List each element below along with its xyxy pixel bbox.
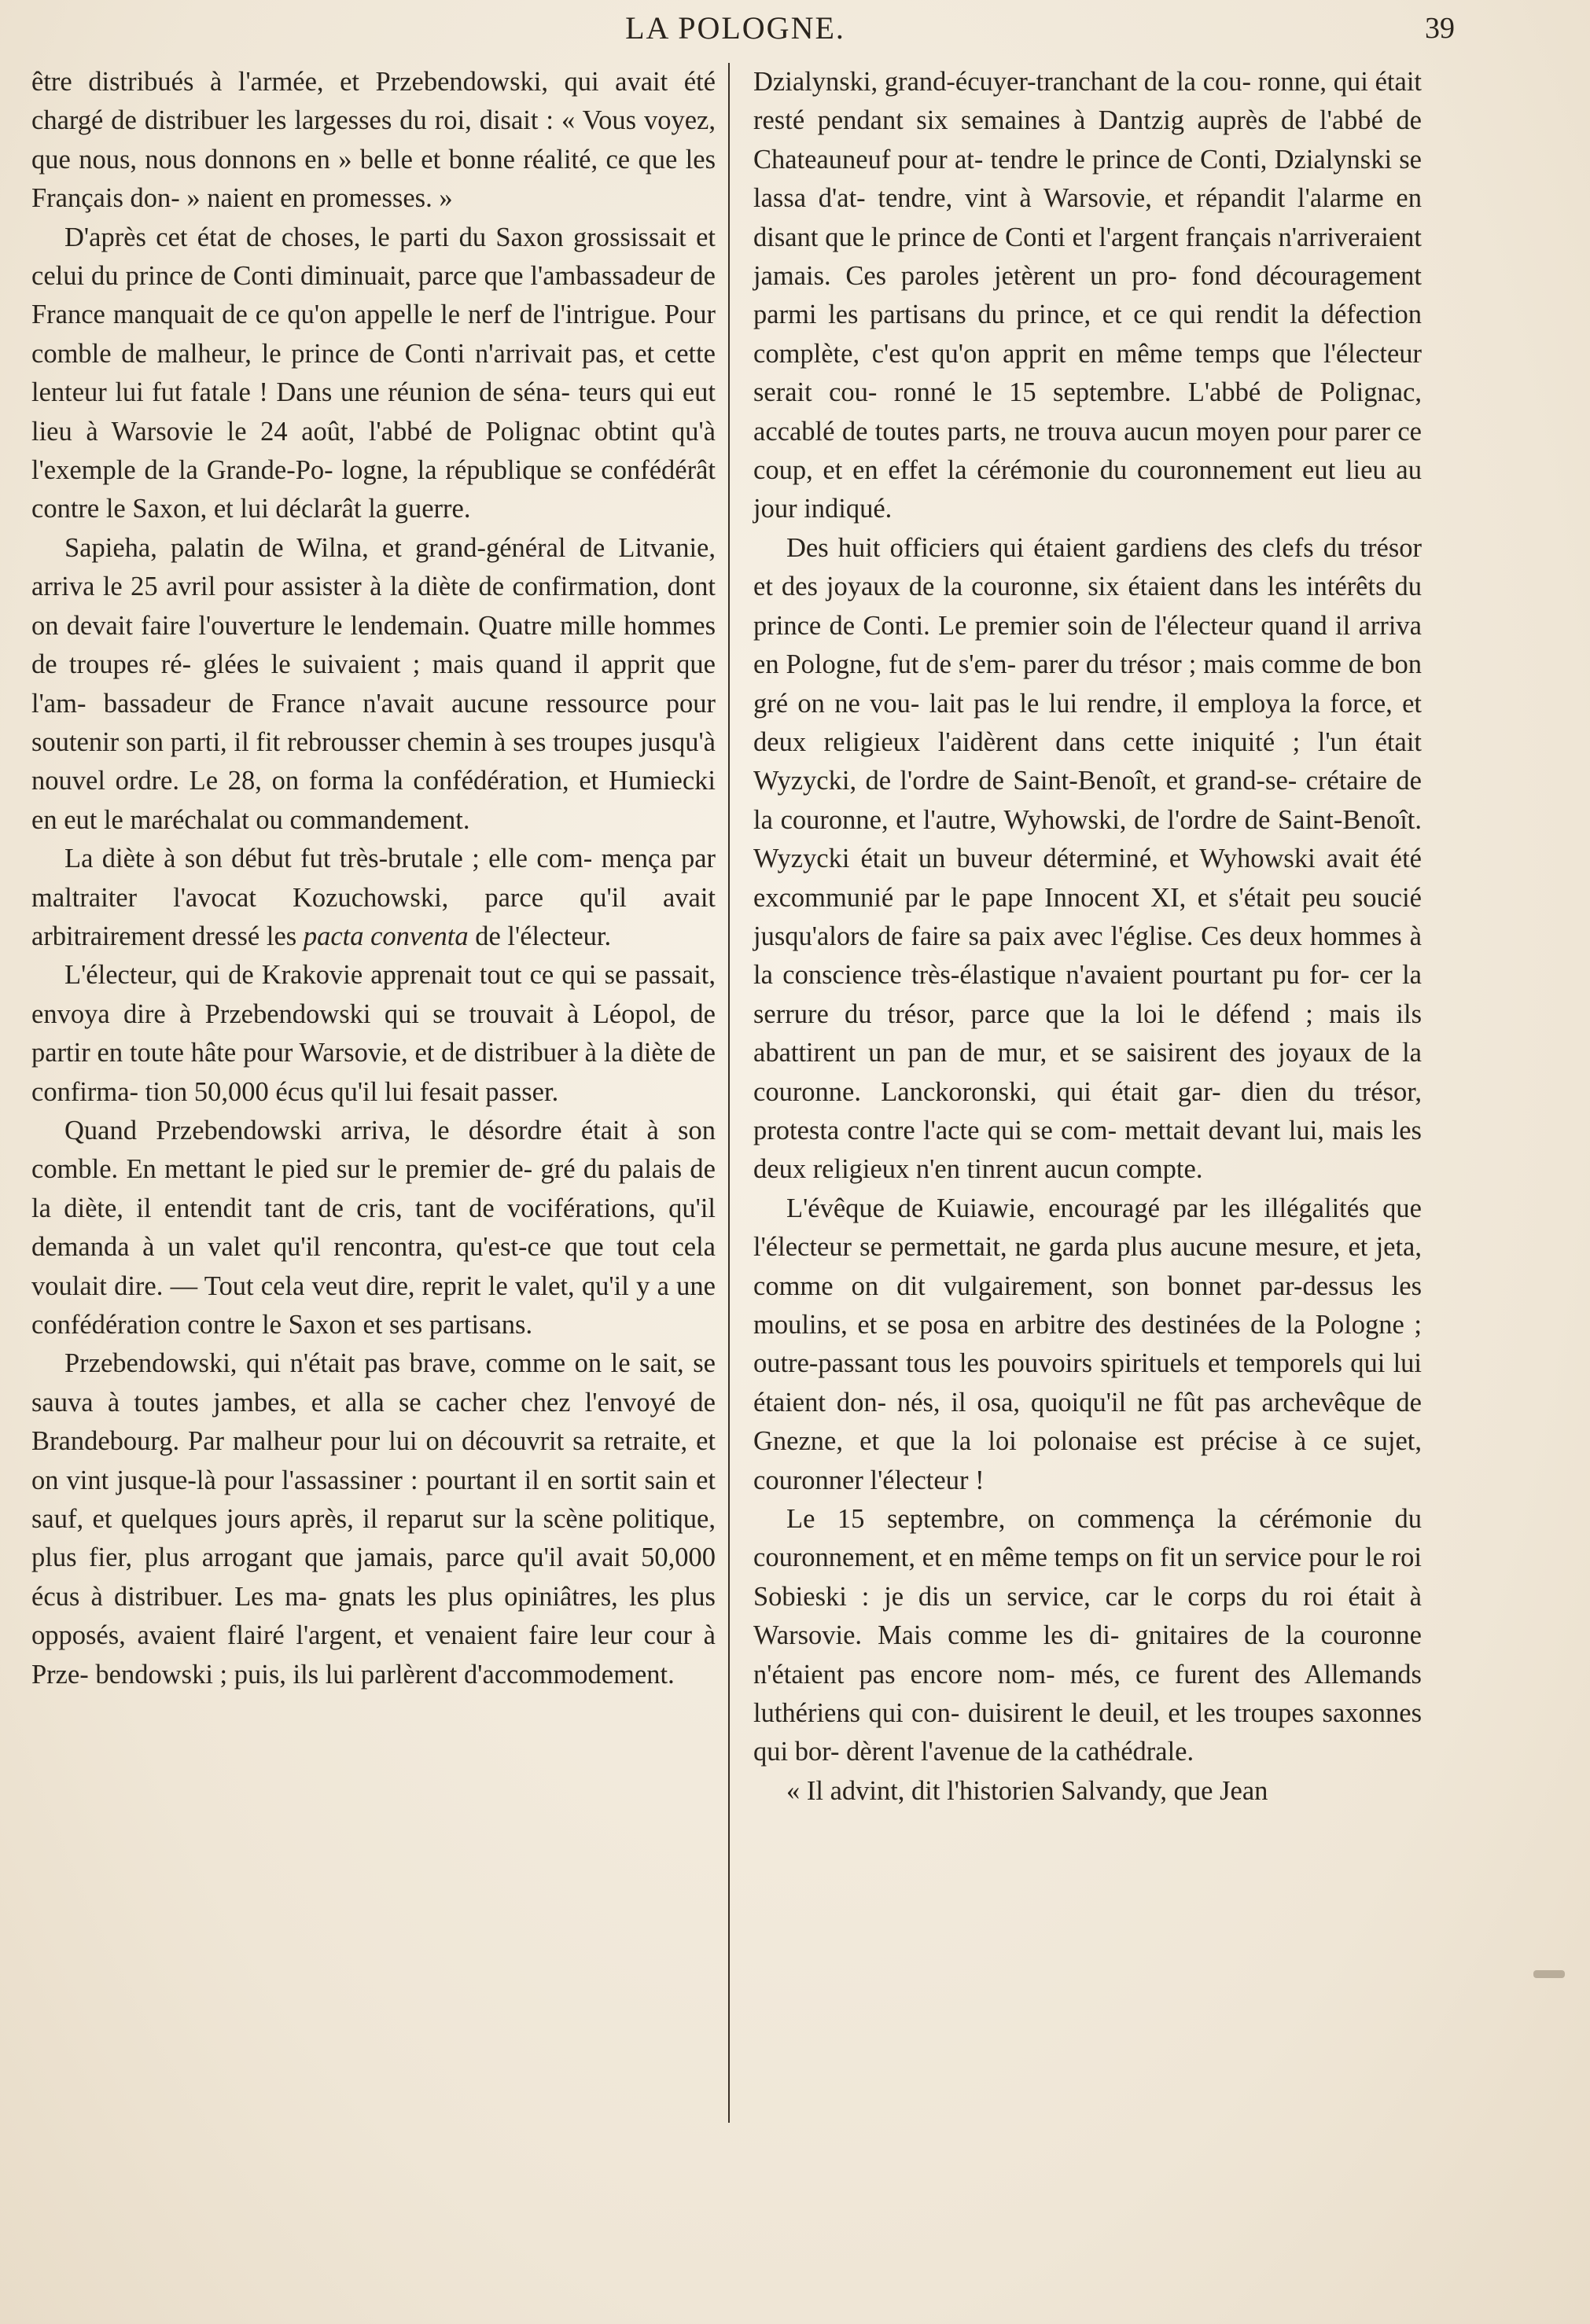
paragraph (753, 529, 1422, 1190)
paragraph-text: Des huit officiers qui étaient gardiens des clefs du trésor et des joyaux de la couronne, six étaient dans les intérêts du prince de Conti. Le premier soin de l'électeur quand il arriva en Pologne, fut de s'em- parer du trésor ; mais comme de bon gré on ne vou- lait pas le lui rendre, il employa la force, et deux religieux l'aidèrent dans cette iniquité ; l'un était Wyzycki, de l'ordre de Saint-Benoît, et grand-se- crétaire de la couronne, et l'autre, Wyhowski, de l'ordre de Saint-Benoît. Wyzycki était un buveur déterminé, et Wyhowski avait été excommunié par le pape Innocent XI, et s'était peu soucié jusqu'alors de faire sa paix avec l'église. Ces deux hommes à la conscience très-élastique n'avaient pourtant pu for- cer la serrure du trésor, parce que la loi le défend ; mais ils abattirent un pan de mur, et se saisirent des joyaux de la couronne. Lanckoronski, qui était gar- dien du trésor, protesta contre l'acte qui se com- mettait devant lui, mais les deux religieux n'en tinrent aucun compte. (753, 532, 1422, 1185)
paragraph (31, 529, 716, 840)
paragraph-text: D'après cet état de choses, le parti du Saxon grossissait et celui du prince de Conti diminuait, parce que l'ambassadeur de France manquait de ce qu'on appelle le nerf de l'intrigue. Pour comble de malheur, le prince de Conti n'arrivait pas, et cette lenteur lui fut fatale ! Dans une réunion de séna- teurs qui eut lieu à Warsovie le 24 août, l'abbé de Polignac obtint qu'à l'exemple de la Grande-Po- logne, la république se confédérât contre le Saxon, et lui déclarât la guerre. (31, 222, 716, 524)
paragraph-text: Dzialynski, grand-écuyer-tranchant de la cou- ronne, qui était resté pendant six semaines à Dantzig auprès de l'abbé de Chateauneuf pour at- tendre le prince de Conti, Dzialynski se lassa d'at- tendre, vint à Warsovie, et répandit l'alarme en disant que le prince de Conti et l'argent français n'arriveraient jamais. Ces paroles jetèrent un pro- fond découragement parmi les partisans du prince, et ce qui rendit la défection complète, c'est qu'on apprit en même temps que l'électeur serait cou- ronné le 15 septembre. L'abbé de Polignac, accablé de toutes parts, ne trouva aucun moyen pour parer ce coup, et en effet la cérémonie du couronnement eut lieu au jour indiqué. (753, 67, 1422, 524)
running-title: LA POLOGNE. (625, 10, 845, 46)
page-header (31, 9, 1455, 57)
paragraph (31, 1344, 716, 1694)
left-column (31, 63, 716, 1694)
paragraph (31, 1112, 716, 1344)
paragraph-text: Przebendowski, qui n'était pas brave, comme on le sait, se sauva à toutes jambes, et alla se cacher chez l'envoyé de Brandebourg. Par malheur pour lui on découvrit sa retraite, et on vint jusque-là pour l'assassiner : pourtant il en sortit sain et sauf, et quelques jours après, il reparut sur la scène politique, plus fier, plus arrogant que jamais, parce qu'il avait 50,000 écus à distribuer. Les ma- gnats les plus opiniâtres, les plus opposés, avaient flairé l'argent, et venaient faire leur cour à Prze- bendowski ; puis, ils lui parlèrent d'accommodement. (31, 1348, 716, 1690)
paragraph-text: être distribués à l'armée, et Przebendowski, qui avait été chargé de distribuer les largesses du roi, disait : « Vous voyez, que nous, nous donnons en » belle et bonne réalité, ce que les Français don- » naient en promesses. » (31, 67, 716, 214)
paragraph-text: Le 15 septembre, on commença la cérémonie du couronnement, et en même temps on fit un service pour le roi Sobieski : je dis un service, car le corps du roi était à Warsovie. Mais comme les di- gnitaires de la couronne n'étaient pas encore nom- més, ce furent des Allemands luthériens qui con- duisirent le deuil, et les troupes saxonnes qui bor- dèrent l'avenue de la cathédrale. (753, 1504, 1422, 1767)
paragraph (31, 956, 716, 1112)
right-column (753, 63, 1422, 1811)
paragraph-text: L'électeur, qui de Krakovie apprenait tout ce qui se passait, envoya dire à Przebendowski qui se trouvait à Léopol, de partir en toute hâte pour Warsovie, et de distribuer à la diète de confirma- tion 50,000 écus qu'il lui fesait passer. (31, 960, 716, 1107)
paragraph (31, 63, 716, 219)
paragraph-text: Quand Przebendowski arriva, le désordre était à son comble. En mettant le pied sur le premier de- gré du palais de la diète, il entendit tant de cris, tant de vociférations, qu'il demanda à un valet qu'il rencontra, qu'est-ce que tout cela voulait dire. — Tout cela veut dire, reprit le valet, qu'il y a une confédération contre le Saxon et ses partisans. (31, 1115, 716, 1340)
page-smudge-mark (1533, 1970, 1565, 1978)
paragraph-text-tail: de l'électeur. (475, 921, 612, 951)
paragraph-text: La diète à son début fut très-brutale ; elle com- mença par maltraiter l'avocat Kozuchowski, parce qu'il avait arbitrairement dressé les (31, 844, 716, 951)
paragraph (753, 1772, 1422, 1811)
italic-term: pacta conventa (303, 921, 469, 951)
paragraph (31, 840, 716, 956)
paragraph (31, 219, 716, 529)
paragraph (753, 1190, 1422, 1500)
paragraph-text: Sapieha, palatin de Wilna, et grand-général de Litvanie, arriva le 25 avril pour assister à la diète de confirmation, dont on devait faire l'ouverture le lendemain. Quatre mille hommes de troupes ré- glées le suivaient ; mais quand il apprit que l'am- bassadeur de France n'avait aucune ressource pour soutenir son parti, il fit rebrousser chemin à ses troupes jusqu'à nouvel ordre. Le 28, on forma la confédération, et Humiecki en eut le maréchalat ou commandement. (31, 532, 716, 835)
paragraph-text: « Il advint, dit l'historien Salvandy, que Jean (786, 1775, 1268, 1806)
page-number: 39 (1425, 12, 1455, 45)
paragraph (753, 63, 1422, 529)
paragraph (753, 1500, 1422, 1772)
paragraph-text: L'évêque de Kuiawie, encouragé par les illégalités que l'électeur se permettait, ne garda plus aucune mesure, et jeta, comme on dit vulgairement, son bonnet par-dessus les moulins, et se posa en arbitre des destinées de la Pologne ; outre-passant tous les pouvoirs spirituels et temporels qui lui étaient don- nés, il osa, quoiqu'il ne fût pas archevêque de Gnezne, et que la loi polonaise est précise à ce sujet, couronner l'électeur ! (753, 1193, 1422, 1495)
column-divider (728, 63, 730, 2123)
